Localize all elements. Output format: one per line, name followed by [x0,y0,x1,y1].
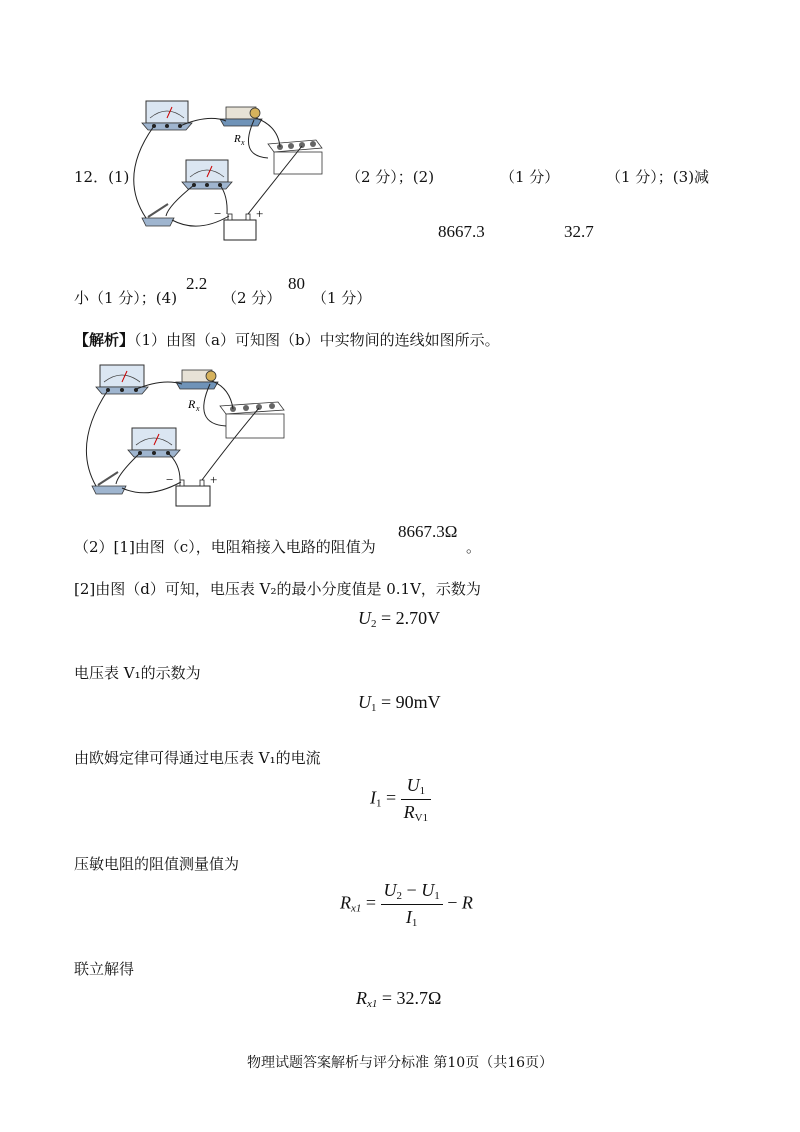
page-footer: 物理试题答案解析与评分标准 第10页（共16页） [246,1055,554,1071]
equation-u1: $U_1 = 90mV$ [358,692,441,714]
circuit-diagram-analysis [72,360,302,510]
answer-value-80: 80 [288,274,305,293]
analysis-p2-end: 。 [466,538,482,556]
fraction-u1-over-rv1: $\frac{U_1}{R_{V1}}$ [401,775,431,824]
battery-2 [166,472,217,506]
equation-rx1-result: $R_{x1} = 32.7\Omega$ [356,988,442,1010]
analysis-paragraph-1 [74,329,500,350]
equation-rx1-rhs: = 32.7Ω [381,988,442,1008]
pressure-resistor-rx-2 [176,370,218,413]
svg-text:+: + [210,472,218,487]
analysis-label: 【解析】 [74,331,135,349]
rx-label: R [234,133,241,145]
analysis-paragraph-4: 电压表 V₁的示数为 [74,664,201,682]
analysis-paragraph-3: [2]由图（d）可知，电压表 V₂的最小分度值是 0.1V，示数为 [74,580,481,598]
equation-u2: $U_2 = 2.70V$ [358,608,441,630]
analysis-p2-text: （2）[1]由图（c），电阻箱接入电路的阻值为 [74,538,376,556]
question-label: 12．(1) [74,168,130,186]
pressure-resistor-rx [220,107,262,147]
switch [142,204,174,226]
equation-rx1: $R_{x1}$ = $\frac{U_2 - U_1}{I_1}$ − R [340,880,473,929]
equation-u1-rhs: = 90mV [381,692,441,712]
score-1-first: （1 分） [500,168,560,186]
battery [214,206,263,240]
voltmeter-lower-2 [128,428,180,457]
score-1-third: （1 分） [312,289,372,307]
answer-resistance-value: 8667.3 [438,222,485,241]
voltmeter-upper [142,101,192,130]
analysis-p1-text: （1）由图（a）可知图（b）中实物间的连线如图所示。 [134,331,500,349]
svg-text:+: + [256,206,264,221]
analysis-paragraph-6: 压敏电阻的阻值测量值为 [74,855,240,873]
switch-2 [92,472,126,494]
score-1-second: （1 分）；(3)减 [606,168,710,186]
answer-value-2-2: 2.2 [186,274,208,293]
svg-text:−: − [166,472,174,487]
score-2-first: （2 分）；(2) [346,168,435,186]
resistance-box [268,140,322,174]
rx-sub: x [241,138,245,147]
answer-rx-value: 32.7 [564,222,594,241]
analysis-p2-value: 8667.3Ω [398,522,458,541]
resistance-box-2 [220,402,284,438]
fraction-u2-minus-u1-over-i1: $\frac{U_2 - U_1}{I_1}$ [381,880,443,929]
analysis-paragraph-7: 联立解得 [74,960,135,978]
answer-line2-prefix: 小（1 分）；(4) [74,289,178,307]
circuit-diagram-answer [128,96,328,246]
rx-sub-2: x [196,404,200,413]
svg-text:−: − [214,206,222,221]
voltmeter-lower [182,160,232,189]
rx-label-2: R [188,397,196,411]
equation-u2-rhs: = 2.70V [381,608,441,628]
equation-i1: $I_1$ = $\frac{U_1}{R_{V1}}$ [370,775,431,824]
score-2-second: （2 分） [222,289,282,307]
analysis-paragraph-2 [74,536,376,557]
voltmeter-upper-2 [96,365,148,394]
analysis-paragraph-5: 由欧姆定律可得通过电压表 V₁的电流 [74,749,321,767]
